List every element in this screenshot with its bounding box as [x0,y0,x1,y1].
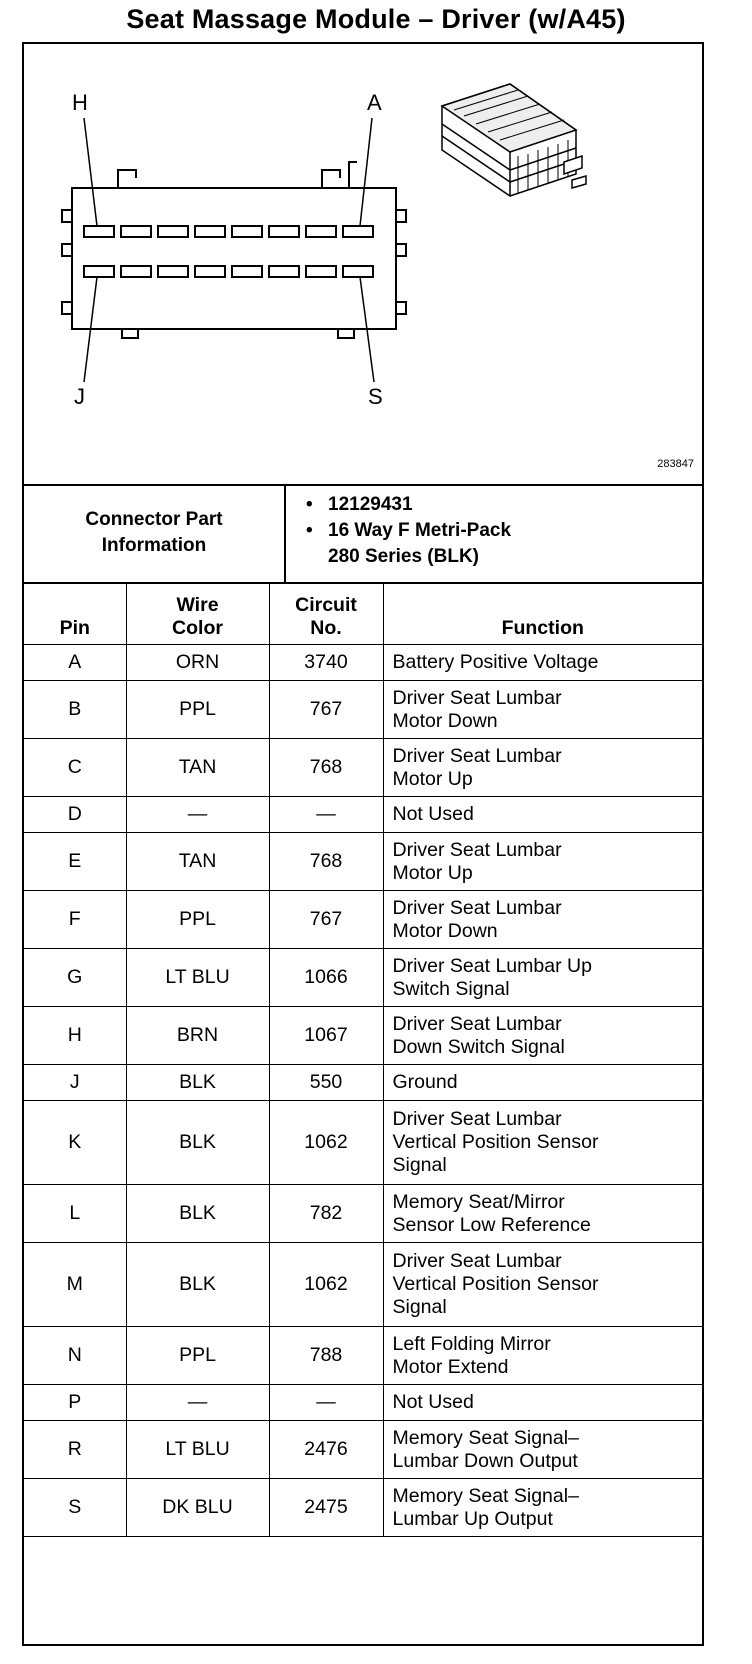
pin-cell: F [24,891,126,949]
pin-table-body [24,645,702,1537]
header-wire-line1: Wire [176,594,219,616]
pin-row-bottom [84,266,373,277]
function-line: Vertical Position Sensor [392,1131,599,1153]
pin-cell: E [24,833,126,891]
circuit-cell: 782 [269,1185,383,1243]
pin-cell: B [24,681,126,739]
header-function: Function [383,582,702,645]
connector-info-list [306,492,511,570]
pin-cell: G [24,949,126,1007]
function-line: Motor Down [392,709,498,732]
wire-color-cell: ORN [126,645,269,681]
function-line: Memory Seat/Mirror [392,1190,565,1213]
pin-label-h: H [72,90,88,115]
table-row [24,1385,702,1421]
function-line: Motor Extend [392,1355,509,1378]
function-cell [383,1185,702,1243]
table-row [24,645,702,681]
function-line: Motor Up [392,861,473,884]
circuit-cell: 1066 [269,949,383,1007]
function-cell [383,949,702,1007]
pin-label-s: S [368,384,383,409]
function-line: Lumbar Down Output [392,1449,578,1472]
function-cell [383,1327,702,1385]
wire-color-cell: — [126,797,269,833]
circuit-cell: — [269,797,383,833]
function-cell [383,1101,702,1185]
function-line: Driver Seat Lumbar [392,686,562,709]
function-line: Motor Down [392,919,498,942]
header-circuit-line2: No. [310,617,342,639]
table-row [24,1327,702,1385]
pin-cell: D [24,797,126,833]
function-cell [383,1007,702,1065]
function-line: Motor Up [392,767,473,790]
table-row [24,891,702,949]
table-row [24,1007,702,1065]
pin-label-a: A [367,90,382,115]
connector-info-label [24,484,286,582]
circuit-cell: — [269,1385,383,1421]
function-line: Sensor Low Reference [392,1213,591,1236]
document-frame [22,42,704,1646]
function-line: Signal [392,1296,447,1318]
function-line: Driver Seat Lumbar [392,1012,562,1035]
circuit-cell: 1062 [269,1101,383,1185]
function-line: Memory Seat Signal– [392,1426,579,1449]
wire-color-cell: BLK [126,1065,269,1101]
circuit-cell: 550 [269,1065,383,1101]
connector-type-line2: 280 Series (BLK) [328,546,480,567]
circuit-cell: 768 [269,739,383,797]
function-line: Not Used [392,803,474,825]
pin-cell: A [24,645,126,681]
wire-color-cell: PPL [126,891,269,949]
connector-info-label-line2: Information [101,535,207,556]
table-row [24,1479,702,1537]
connector-info-label-line1: Connector Part [85,509,223,530]
function-line: Battery Positive Voltage [392,651,599,673]
table-row [24,1101,702,1185]
pin-cell: M [24,1243,126,1327]
connector-face-drawing [24,44,702,484]
wire-color-cell: BLK [126,1243,269,1327]
function-line: Driver Seat Lumbar Up [392,954,592,977]
connector-info-item [306,492,511,518]
pin-cell: R [24,1421,126,1479]
header-circuit-line1: Circuit [295,594,357,616]
wire-color-cell: PPL [126,681,269,739]
function-line: Down Switch Signal [392,1035,565,1058]
connector-diagram [24,44,702,486]
pin-cell: C [24,739,126,797]
function-line: Driver Seat Lumbar [392,838,562,861]
function-cell [383,645,702,681]
function-cell [383,1243,702,1327]
wire-color-cell: DK BLU [126,1479,269,1537]
function-cell [383,1065,702,1101]
wire-color-cell: LT BLU [126,949,269,1007]
circuit-cell: 1062 [269,1243,383,1327]
wire-color-cell: TAN [126,739,269,797]
connector-type-line1: • 16 Way F Metri-Pack [328,520,512,541]
function-line: Left Folding Mirror [392,1332,551,1355]
function-line: Signal [392,1154,447,1176]
function-cell [383,891,702,949]
pin-table [24,582,702,1537]
circuit-cell: 767 [269,681,383,739]
table-row [24,1065,702,1101]
circuit-cell: 3740 [269,645,383,681]
figure-number: 283847 [657,458,694,470]
wire-color-cell: BRN [126,1007,269,1065]
wire-color-cell: LT BLU [126,1421,269,1479]
circuit-cell: 2476 [269,1421,383,1479]
function-line: Driver Seat Lumbar [392,1250,562,1272]
table-header-row [24,582,702,645]
pin-cell: K [24,1101,126,1185]
pin-cell: L [24,1185,126,1243]
table-row [24,1243,702,1327]
connector-isometric-icon [442,84,586,196]
function-line: Switch Signal [392,977,510,1000]
part-number: • 12129431 [328,494,413,515]
circuit-cell: 788 [269,1327,383,1385]
function-cell [383,1421,702,1479]
table-row [24,949,702,1007]
function-line: Memory Seat Signal– [392,1484,579,1507]
pin-row-top [84,226,373,237]
function-cell [383,797,702,833]
table-row [24,833,702,891]
function-line: Driver Seat Lumbar [392,744,562,767]
wire-color-cell: BLK [126,1101,269,1185]
function-cell [383,833,702,891]
connector-info-item [306,518,511,570]
wire-color-cell: PPL [126,1327,269,1385]
page-title: Seat Massage Module – Driver (w/A45) [126,4,626,34]
circuit-cell: 1067 [269,1007,383,1065]
function-line: Lumbar Up Output [392,1507,553,1530]
function-cell [383,1385,702,1421]
circuit-cell: 768 [269,833,383,891]
function-cell [383,739,702,797]
wire-color-cell: — [126,1385,269,1421]
function-line: Not Used [392,1391,474,1413]
wire-color-cell: TAN [126,833,269,891]
pin-cell: P [24,1385,126,1421]
wire-color-cell: BLK [126,1185,269,1243]
pin-cell: N [24,1327,126,1385]
function-cell [383,681,702,739]
circuit-cell: 767 [269,891,383,949]
table-row [24,1421,702,1479]
header-wire-color [126,582,269,645]
function-line: Driver Seat Lumbar [392,1108,562,1130]
pin-cell: H [24,1007,126,1065]
pin-cell: S [24,1479,126,1537]
function-line: Driver Seat Lumbar [392,896,562,919]
table-row [24,681,702,739]
function-line: Vertical Position Sensor [392,1273,599,1295]
function-line: Ground [392,1071,458,1093]
circuit-cell: 2475 [269,1479,383,1537]
table-row [24,739,702,797]
table-row [24,797,702,833]
table-row [24,1185,702,1243]
pin-label-j: J [74,384,85,409]
header-wire-line2: Color [172,617,223,639]
header-circuit-no [269,582,383,645]
pin-cell: J [24,1065,126,1101]
connector-part-information [24,484,702,584]
header-pin: Pin [24,582,126,645]
function-cell [383,1479,702,1537]
